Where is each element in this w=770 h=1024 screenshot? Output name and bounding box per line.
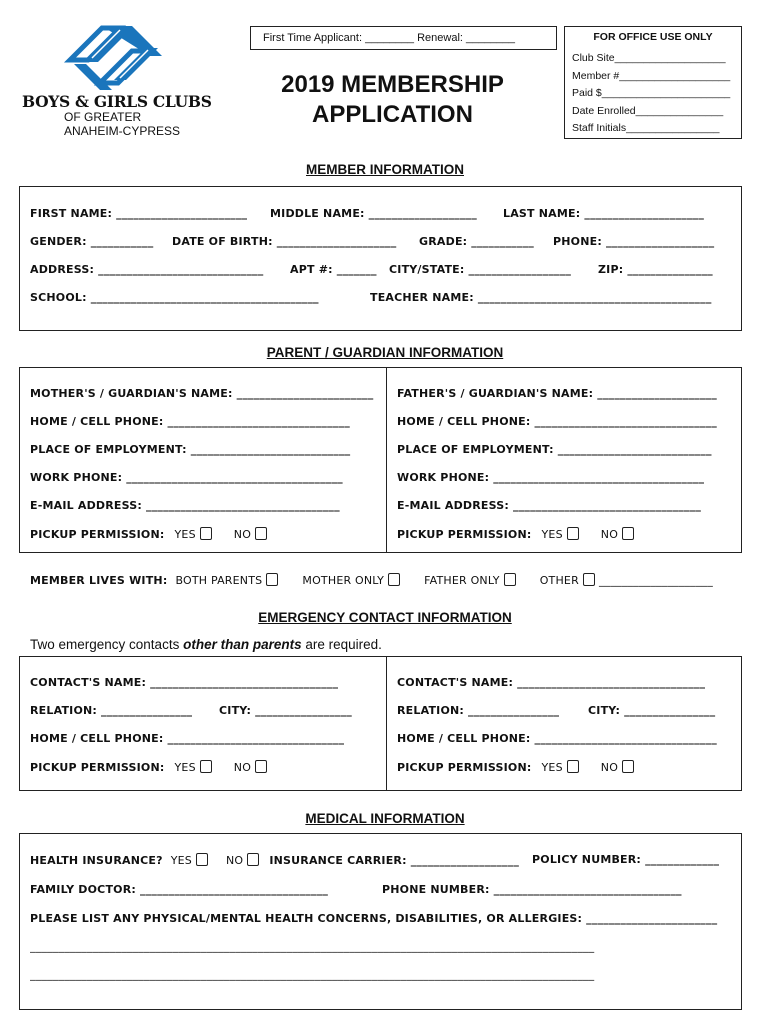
mother-pickup-no-checkbox[interactable] bbox=[255, 527, 267, 540]
mother-only-checkbox[interactable] bbox=[388, 573, 400, 586]
title-line1: 2019 MEMBERSHIP bbox=[281, 71, 504, 98]
note-prefix: Two emergency contacts bbox=[30, 637, 184, 652]
father-employment-field[interactable]: PLACE OF EMPLOYMENT: ___________________________ bbox=[397, 443, 712, 456]
pickup-yes-label: YES bbox=[541, 761, 563, 774]
pickup-no-label: NO bbox=[600, 761, 619, 774]
emergency-divider bbox=[386, 656, 387, 791]
father-pickup-row bbox=[397, 527, 642, 541]
office-paid[interactable]: Paid $______________________ bbox=[572, 87, 731, 99]
insurance-no-checkbox[interactable] bbox=[247, 853, 259, 866]
dob-field[interactable]: DATE OF BIRTH: _____________________ bbox=[172, 235, 397, 248]
teacher-field[interactable]: TEACHER NAME: _________________________________________ bbox=[370, 291, 712, 304]
pickup-label: PICKUP PERMISSION: bbox=[397, 761, 532, 774]
father-only-label: FATHER ONLY bbox=[424, 574, 500, 587]
pickup-label: PICKUP PERMISSION: bbox=[397, 528, 532, 541]
apt-field[interactable]: APT #: _______ bbox=[290, 263, 377, 276]
health-concerns-blank-1[interactable]: ___________________________________________________________________________________________________ bbox=[30, 940, 595, 953]
emergency-heading: EMERGENCY CONTACT INFORMATION bbox=[258, 610, 512, 625]
title-line2: APPLICATION bbox=[312, 101, 473, 128]
pickup-no-label: NO bbox=[600, 528, 619, 541]
logo-line2: OF GREATER bbox=[64, 110, 142, 124]
parent-heading: PARENT / GUARDIAN INFORMATION bbox=[266, 345, 504, 360]
father-pickup-no-checkbox[interactable] bbox=[622, 527, 634, 540]
applicant-type-box bbox=[250, 26, 557, 50]
pickup-yes-label: YES bbox=[174, 528, 196, 541]
insurance-no-label: NO bbox=[226, 854, 244, 867]
contact2-phone-field[interactable]: HOME / CELL PHONE: ________________________________ bbox=[397, 732, 717, 745]
office-member[interactable]: Member #___________________ bbox=[572, 70, 731, 82]
pickup-no-label: NO bbox=[233, 761, 252, 774]
mother-pickup-row bbox=[30, 527, 275, 541]
contact2-relation-field[interactable]: RELATION: ________________ bbox=[397, 704, 560, 717]
both-parents-checkbox[interactable] bbox=[266, 573, 278, 586]
contact2-pickup-row bbox=[397, 760, 642, 774]
gender-field[interactable]: GENDER: ___________ bbox=[30, 235, 154, 248]
insurance-yes-label: YES bbox=[170, 854, 192, 867]
insurance-yes-checkbox[interactable] bbox=[196, 853, 208, 866]
mother-pickup-yes-checkbox[interactable] bbox=[200, 527, 212, 540]
contact1-pickup-row bbox=[30, 760, 275, 774]
contact1-relation-field[interactable]: RELATION: ________________ bbox=[30, 704, 193, 717]
page-title bbox=[250, 70, 535, 130]
family-doctor-field[interactable]: FAMILY DOCTOR: _________________________________ bbox=[30, 883, 329, 896]
contact1-pickup-yes-checkbox[interactable] bbox=[200, 760, 212, 773]
mother-phone-field[interactable]: HOME / CELL PHONE: ________________________________ bbox=[30, 415, 350, 428]
medical-heading: MEDICAL INFORMATION bbox=[305, 811, 465, 826]
pickup-yes-label: YES bbox=[174, 761, 196, 774]
office-title: FOR OFFICE USE ONLY bbox=[593, 31, 713, 43]
pickup-yes-label: YES bbox=[541, 528, 563, 541]
office-staff-initials[interactable]: Staff Initials________________ bbox=[572, 122, 720, 134]
health-concerns-field[interactable]: PLEASE LIST ANY PHYSICAL/MENTAL HEALTH CONCERNS, DISABILITIES, OR ALLERGIES: _______________________ bbox=[30, 912, 718, 925]
contact1-city-field[interactable]: CITY: _________________ bbox=[219, 704, 353, 717]
father-only-checkbox[interactable] bbox=[504, 573, 516, 586]
both-parents-label: BOTH PARENTS bbox=[175, 574, 263, 587]
father-pickup-yes-checkbox[interactable] bbox=[567, 527, 579, 540]
other-line[interactable]: ____________________ bbox=[598, 574, 713, 587]
policy-number-field[interactable]: POLICY NUMBER: _____________ bbox=[532, 853, 720, 866]
mother-only-label: MOTHER ONLY bbox=[302, 574, 385, 587]
note-suffix: are required. bbox=[301, 637, 382, 652]
parent-divider bbox=[386, 367, 387, 553]
office-date-enrolled[interactable]: Date Enrolled_______________ bbox=[572, 105, 724, 117]
mother-name-field[interactable]: MOTHER'S / GUARDIAN'S NAME: ________________________ bbox=[30, 387, 374, 400]
contact1-name-field[interactable]: CONTACT'S NAME: _________________________________ bbox=[30, 676, 339, 689]
doctor-phone-field[interactable]: PHONE NUMBER: _________________________________ bbox=[382, 883, 682, 896]
member-heading: MEMBER INFORMATION bbox=[306, 162, 464, 177]
other-checkbox[interactable] bbox=[583, 573, 595, 586]
note-emphasis: other than parents bbox=[183, 637, 302, 652]
logo bbox=[22, 18, 222, 143]
phone-field[interactable]: PHONE: ___________________ bbox=[553, 235, 715, 248]
contact1-pickup-no-checkbox[interactable] bbox=[255, 760, 267, 773]
office-club-site[interactable]: Club Site___________________ bbox=[572, 52, 726, 64]
pickup-label: PICKUP PERMISSION: bbox=[30, 528, 165, 541]
emergency-note bbox=[30, 637, 382, 652]
middle-name-field[interactable]: MIDDLE NAME: ___________________ bbox=[270, 207, 477, 220]
address-field[interactable]: ADDRESS: _____________________________ bbox=[30, 263, 264, 276]
mother-work-phone-field[interactable]: WORK PHONE: ______________________________________ bbox=[30, 471, 343, 484]
logo-line1: BOYS & GIRLS CLUBS bbox=[22, 92, 212, 111]
insurance-carrier-field[interactable]: INSURANCE CARRIER: ___________________ bbox=[269, 854, 520, 867]
contact2-pickup-no-checkbox[interactable] bbox=[622, 760, 634, 773]
other-label: OTHER bbox=[539, 574, 579, 587]
pickup-label: PICKUP PERMISSION: bbox=[30, 761, 165, 774]
grade-field[interactable]: GRADE: ___________ bbox=[419, 235, 534, 248]
club-logo-icon bbox=[62, 18, 172, 93]
contact2-pickup-yes-checkbox[interactable] bbox=[567, 760, 579, 773]
contact2-city-field[interactable]: CITY: ________________ bbox=[588, 704, 716, 717]
logo-line3: ANAHEIM-CYPRESS bbox=[64, 124, 181, 138]
mother-employment-field[interactable]: PLACE OF EMPLOYMENT: ____________________________ bbox=[30, 443, 351, 456]
mother-email-field[interactable]: E-MAIL ADDRESS: __________________________________ bbox=[30, 499, 340, 512]
lives-with-row bbox=[30, 573, 713, 587]
contact2-name-field[interactable]: CONTACT'S NAME: _________________________________ bbox=[397, 676, 706, 689]
father-email-field[interactable]: E-MAIL ADDRESS: _________________________________ bbox=[397, 499, 702, 512]
father-phone-field[interactable]: HOME / CELL PHONE: ________________________________ bbox=[397, 415, 717, 428]
father-work-phone-field[interactable]: WORK PHONE: _____________________________________ bbox=[397, 471, 705, 484]
zip-field[interactable]: ZIP: _______________ bbox=[598, 263, 713, 276]
pickup-no-label: NO bbox=[233, 528, 252, 541]
father-name-field[interactable]: FATHER'S / GUARDIAN'S NAME: _____________________ bbox=[397, 387, 717, 400]
lives-with-label: MEMBER LIVES WITH: bbox=[30, 574, 168, 587]
health-insurance-label: HEALTH INSURANCE? bbox=[30, 854, 163, 867]
applicant-type-field[interactable]: First Time Applicant: ________ Renewal: ________ bbox=[263, 32, 515, 44]
school-field[interactable]: SCHOOL: ________________________________________ bbox=[30, 291, 319, 304]
city-state-field[interactable]: CITY/STATE: __________________ bbox=[389, 263, 572, 276]
first-name-field[interactable]: FIRST NAME: _______________________ bbox=[30, 207, 248, 220]
health-insurance-row bbox=[30, 853, 519, 867]
last-name-field[interactable]: LAST NAME: _____________________ bbox=[503, 207, 705, 220]
contact1-phone-field[interactable]: HOME / CELL PHONE: _______________________________ bbox=[30, 732, 345, 745]
health-concerns-blank-2[interactable]: ___________________________________________________________________________________________________ bbox=[30, 968, 595, 981]
